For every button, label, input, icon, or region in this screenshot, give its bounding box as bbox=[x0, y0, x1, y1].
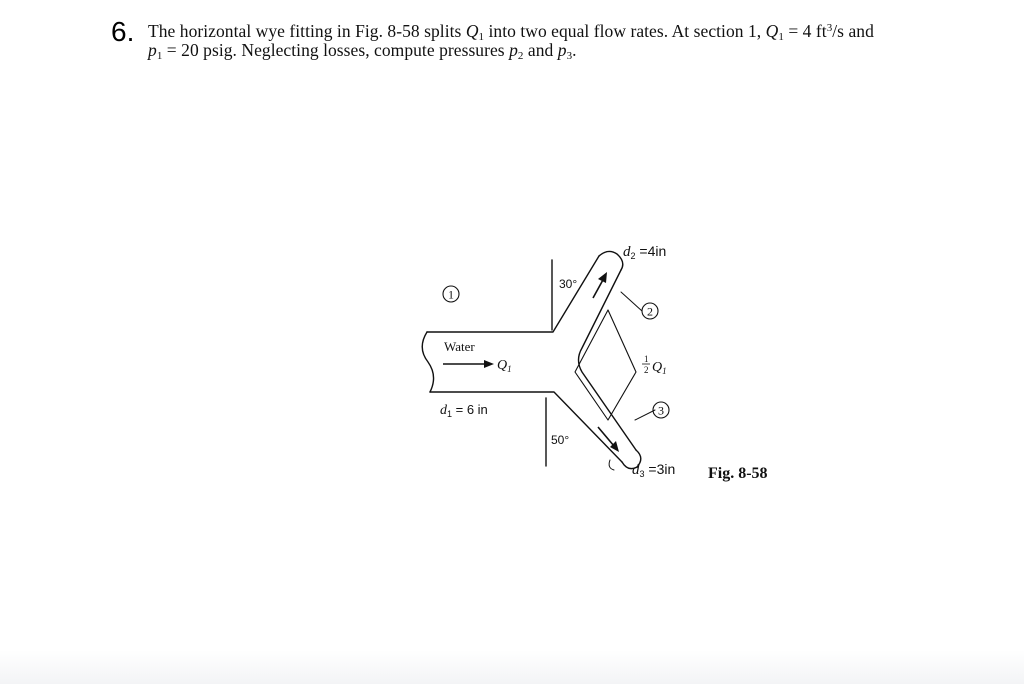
section-2-label: 2 bbox=[647, 304, 653, 319]
water-label: Water bbox=[444, 339, 475, 354]
flow-arrow-down bbox=[598, 427, 614, 446]
d2-label: $d_2 =4in$ bbox=[623, 243, 667, 261]
leader-3 bbox=[635, 410, 655, 420]
page-bottom-band bbox=[0, 650, 1024, 684]
section-3-label: 3 bbox=[658, 403, 664, 418]
angle-top-label: 30° bbox=[559, 277, 578, 291]
control-volume bbox=[575, 310, 636, 420]
figure-caption: Fig. 8-58 bbox=[708, 465, 768, 482]
problem-statement-line-2: $p_1 = 20$ psig. Neglecting losses, compute pressures $p_2$ and $p_3$. bbox=[148, 40, 577, 62]
angle-bottom-label: 50° bbox=[551, 433, 570, 447]
d1-label: $d_1 = 6$ in bbox=[440, 402, 488, 419]
d3-curl bbox=[609, 460, 614, 470]
q1-label: $Q_1$ bbox=[497, 358, 512, 374]
flow-arrowhead-q1 bbox=[484, 360, 494, 368]
problem-statement-line-1: The horizontal wye fitting in Fig. 8-58 splits $Q_1$ into two equal flow rates. At section 1, $Q_1 = 4$ $ft^3/s$ and bbox=[148, 21, 874, 43]
problem-number: 6. bbox=[111, 16, 135, 47]
outlet-2-end bbox=[599, 251, 623, 270]
section-1-label: 1 bbox=[448, 287, 454, 302]
half-q-num: 1 bbox=[644, 354, 649, 364]
d3-label: $d_3 =3in$ bbox=[632, 461, 676, 479]
pipe-outline bbox=[427, 256, 636, 462]
half-q-den: 2 bbox=[644, 365, 649, 375]
leader-2 bbox=[621, 292, 642, 311]
half-q-label: $Q_1$ bbox=[652, 360, 667, 376]
inlet-cut bbox=[422, 332, 433, 392]
